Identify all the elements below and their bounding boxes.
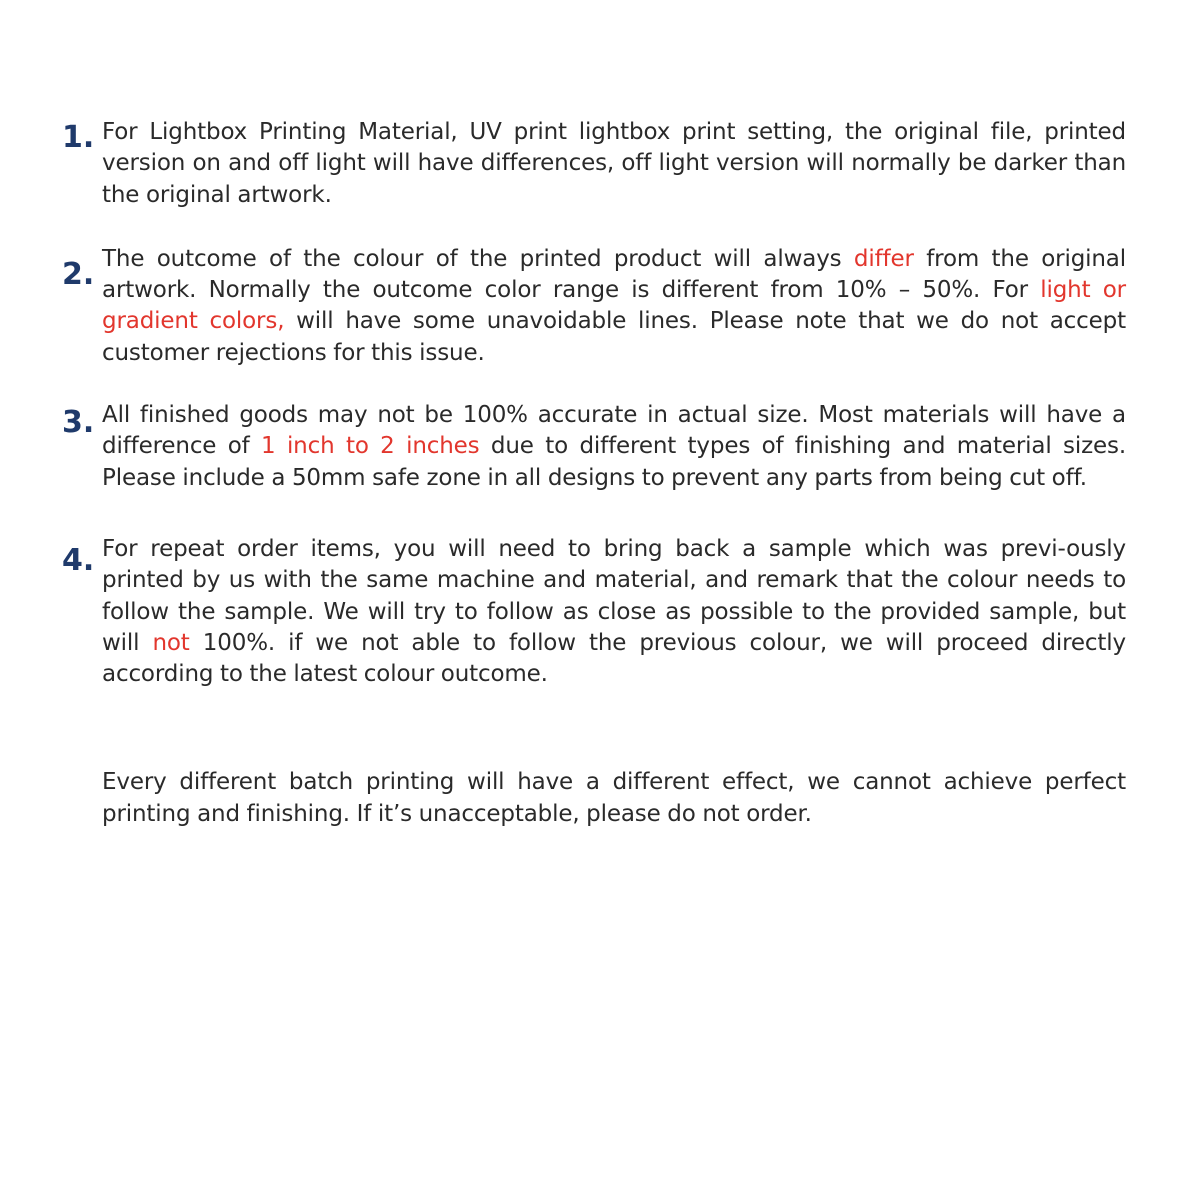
term-item-4: [60, 534, 1126, 690]
item-number: 3.: [62, 405, 95, 441]
item-text: [102, 534, 1126, 690]
highlight-size-difference: 1 inch to 2 inches: [261, 433, 480, 460]
terms-document: [60, 112, 1126, 830]
text-segment: For repeat order items, you will need to bring back a sample which was previ-ously printed by us with the same machine and material, and remark that the colour needs to follow the sample. We will try to follow as close as possible to the provided sample, but will: [102, 535, 1126, 656]
item-number: 1.: [62, 120, 95, 155]
term-item-1: [60, 117, 1126, 211]
text-segment: will have some unavoidable lines. Please note that we do not accept customer rejections for this issue.: [102, 308, 1126, 366]
item-text: [102, 400, 1126, 494]
text-segment: For Lightbox Printing Material, UV print lightbox print setting, the original file, printed version on and off light will have differences, off light version will normally be darker than the original artwork.: [102, 119, 1126, 208]
term-item-3: [60, 400, 1126, 494]
text-segment: from the original artwork. Normally the outcome color range is different from 10% – 50%. For: [102, 245, 1126, 304]
item-number: 4.: [62, 542, 95, 578]
text-segment: All finished goods may not be 100% accurate in actual size. Most materials will have a difference of: [102, 402, 1126, 460]
text-segment: due to different types of finishing and material sizes. Please include a 50mm safe zone in all designs to prevent any parts from being cut off.: [102, 433, 1126, 491]
item-text: [102, 244, 1126, 369]
text-segment: 100%. if we not able to follow the previous colour, we will proceed directly according to the latest colour outcome.: [102, 629, 1126, 688]
item-number: 2.: [62, 256, 95, 292]
text-segment: The outcome of the colour of the printed product will always: [102, 245, 854, 272]
highlight-differ: differ: [853, 245, 914, 272]
closing-note: Every different batch printing will have a different effect, we cannot achieve perfect printing and finishing. If it’s unacceptable, please do not order.: [102, 769, 1126, 827]
highlight-not: not: [152, 629, 190, 656]
term-item-2: [60, 244, 1126, 369]
item-text: [102, 117, 1126, 211]
highlight-light-gradient-colors: light or gradient colors,: [102, 277, 1126, 335]
